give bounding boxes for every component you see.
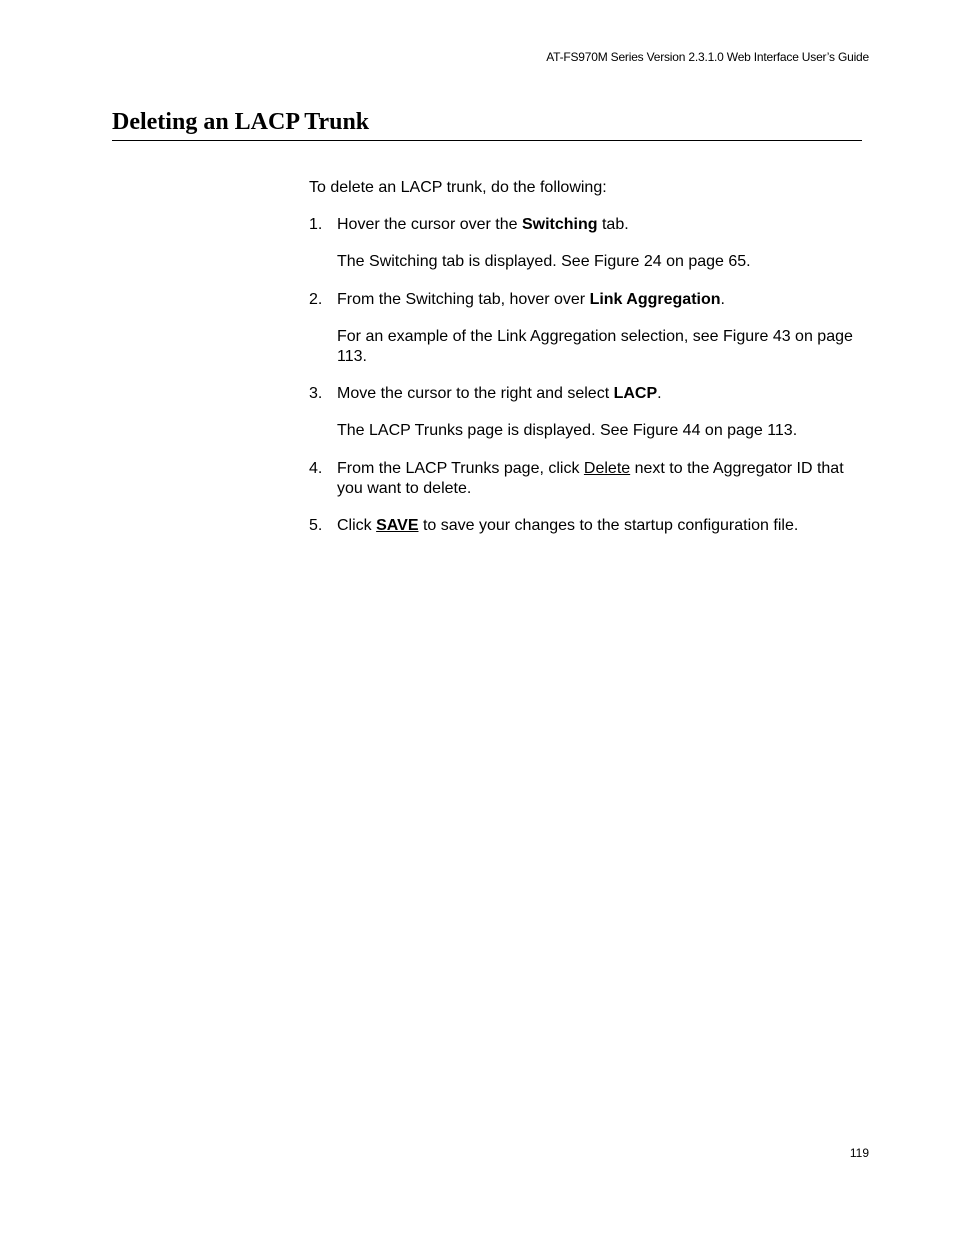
page-number: 119 — [849, 1146, 869, 1160]
step-number: 5. — [309, 517, 323, 534]
step-number: 3. — [309, 385, 323, 402]
save-term: SAVE — [376, 517, 419, 534]
step-number: 4. — [309, 460, 323, 477]
step-3-result: The LACP Trunks page is displayed. See Figure 44 on page 113. — [337, 422, 798, 439]
procedure-body — [309, 178, 862, 536]
step-text: Hover the cursor over the Switching tab. — [337, 216, 629, 233]
lacp-term: LACP — [613, 385, 658, 402]
section-title: Deleting an LACP Trunk — [112, 109, 370, 135]
title-rule — [112, 140, 862, 141]
step-text: From the LACP Trunks page, click Delete next to the Aggregator ID that you want to delete. — [337, 460, 844, 497]
intro-text: To delete an LACP trunk, do the following: — [309, 179, 607, 196]
step-2-result: For an example of the Link Aggregation selection, see Figure 43 on page 113. — [337, 328, 853, 365]
step-1 — [309, 215, 862, 235]
switching-term: Switching — [521, 216, 598, 233]
step-text: From the Switching tab, hover over Link Aggregation. — [337, 291, 725, 308]
step-5 — [309, 516, 862, 536]
step-number: 2. — [309, 291, 323, 308]
step-2 — [309, 290, 862, 310]
step-3 — [309, 384, 862, 404]
step-text: Click SAVE to save your changes to the startup configuration file. — [337, 517, 799, 534]
step-text: Move the cursor to the right and select LACP. — [337, 385, 662, 402]
link-aggregation-term: Link Aggregation — [589, 291, 721, 308]
delete-link-term: Delete — [583, 460, 631, 477]
running-header: AT-FS970M Series Version 2.3.1.0 Web Interface User’s Guide — [546, 50, 869, 64]
step-1-result: The Switching tab is displayed. See Figure 24 on page 65. — [337, 253, 751, 270]
step-4 — [309, 459, 862, 499]
step-number: 1. — [309, 216, 323, 233]
